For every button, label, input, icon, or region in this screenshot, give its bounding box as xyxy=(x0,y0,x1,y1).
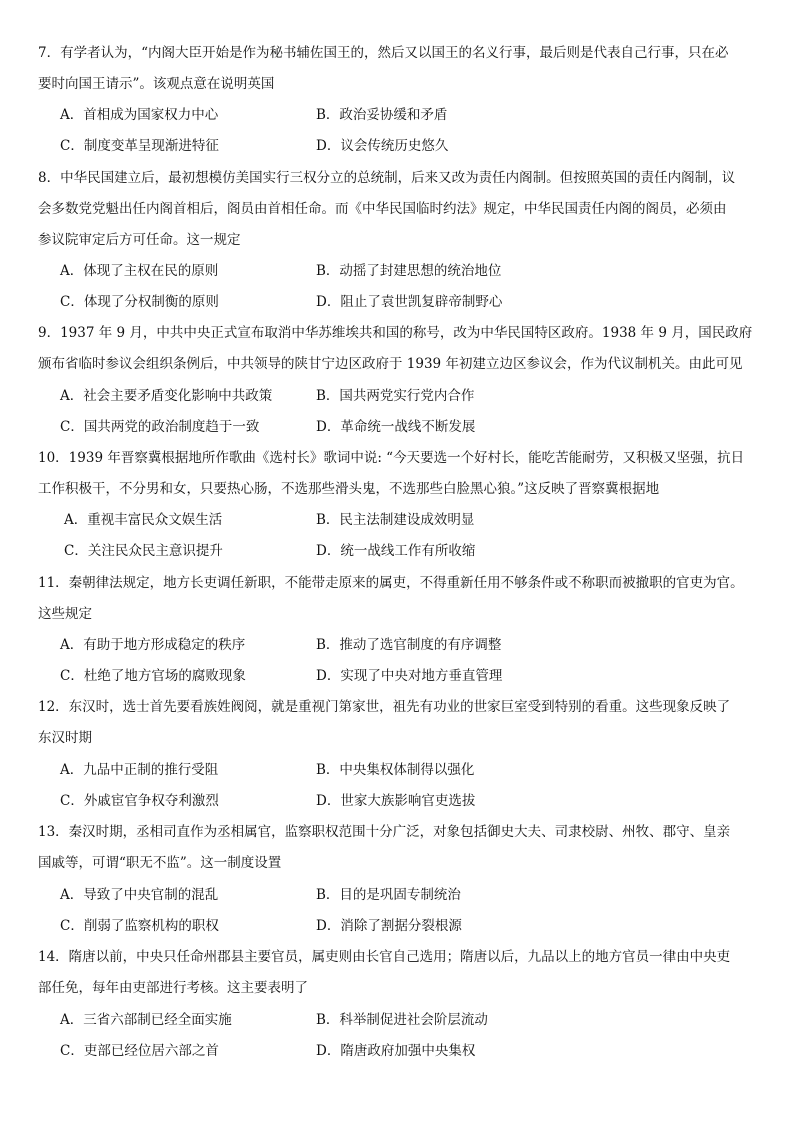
question-stem-line: 11．秦朝律法规定，地方长吏调任新职，不能带走原来的属吏，不得重新任用不够条件或不称职而被撤职的官吏为官。 xyxy=(38,575,744,591)
question-stem-line: 部任免，每年由吏部进行考核。这主要表明了 xyxy=(38,980,308,996)
option-a: A．体现了主权在民的原则 xyxy=(60,263,219,279)
option-d: D．世家大族影响官吏选拔 xyxy=(316,793,476,809)
option-c: C．外戚宦官争权夺利激烈 xyxy=(60,793,219,809)
option-d: D．议会传统历史悠久 xyxy=(316,138,449,154)
option-a: A．导致了中央官制的混乱 xyxy=(60,887,219,903)
question-stem-line: 10．1939 年晋察冀根据地所作歌曲《选村长》歌词中说: “今天要选一个好村长，能吃苦能耐劳，又积极又坚强，抗日 xyxy=(38,450,745,466)
option-c: C．削弱了监察机构的职权 xyxy=(60,918,219,934)
question-stem-line: 东汉时期 xyxy=(38,730,92,746)
option-c: C．关注民众民主意识提升 xyxy=(64,543,223,559)
option-b: B．国共两党实行党内合作 xyxy=(316,388,475,404)
question-stem-line: 13．秦汉时期，丞相司直作为丞相属官，监察职权范围十分广泛，对象包括御史大夫、司隶校尉、州牧、郡守、皇亲 xyxy=(38,824,731,840)
option-b: B．目的是巩固专制统治 xyxy=(316,887,461,903)
question-stem-line: 12．东汉时，选士首先要看族姓阀阅，就是重视门第家世，祖先有功业的世家巨室受到特别的看重。这些现象反映了 xyxy=(38,699,731,715)
question-stem-line: 7．有学者认为，“内阁大臣开始是作为秘书辅佐国王的，然后又以国王的名义行事，最后则是代表自己行事，只在必 xyxy=(38,45,729,61)
question-stem-line: 参议院审定后方可任命。这一规定 xyxy=(38,232,241,248)
option-a: A．九品中正制的推行受阻 xyxy=(60,762,219,778)
question-stem-line: 国戚等，可谓“职无不监”。这一制度设置 xyxy=(38,855,282,871)
option-d: D．消除了割据分裂根源 xyxy=(316,918,462,934)
option-c: C．国共两党的政治制度趋于一致 xyxy=(60,419,260,435)
option-b: B．科举制促进社会阶层流动 xyxy=(316,1012,488,1028)
question-stem-line: 14．隋唐以前，中央只任命州郡县主要官员，属吏则由长官自己选用；隋唐以后，九品以上的地方官员一律由中央吏 xyxy=(38,949,731,965)
option-b: B．推动了选官制度的有序调整 xyxy=(316,637,502,653)
option-d: D．实现了中央对地方垂直管理 xyxy=(316,668,503,684)
option-a: A．有助于地方形成稳定的秩序 xyxy=(60,637,246,653)
option-b: B．动摇了封建思想的统治地位 xyxy=(316,263,502,279)
question-stem-line: 这些规定 xyxy=(38,606,92,622)
option-c: C．杜绝了地方官场的腐败现象 xyxy=(60,668,246,684)
question-stem-line: 8．中华民国建立后，最初想模仿美国实行三权分立的总统制，后来又改为责任内阁制。但按照英国的责任内阁制，议 xyxy=(38,170,736,186)
option-c: C．体现了分权制衡的原则 xyxy=(60,294,219,310)
option-c: C．吏部已经位居六部之首 xyxy=(60,1043,219,1059)
option-d: D．阻止了袁世凯复辟帝制野心 xyxy=(316,294,503,310)
option-d: D．隋唐政府加强中央集权 xyxy=(316,1043,476,1059)
question-stem-line: 要时向国王请示”。该观点意在说明英国 xyxy=(38,76,275,92)
option-a: A．首相成为国家权力中心 xyxy=(60,107,219,123)
question-stem-line: 9．1937 年 9 月，中共中央正式宣布取消中华苏维埃共和国的称号，改为中华民国特区政府。1938 年 9 月，国民政府 xyxy=(38,325,753,341)
option-a: A．三省六部制已经全面实施 xyxy=(60,1012,232,1028)
question-stem-line: 工作积极干，不分男和女，只要热心肠，不选那些滑头鬼，不选那些白脸黑心狼。”这反映了晋察冀根据地 xyxy=(38,481,660,497)
option-b: B．中央集权体制得以强化 xyxy=(316,762,475,778)
option-b: B．政治妥协缓和矛盾 xyxy=(316,107,448,123)
question-stem-line: 颁布省临时参议会组织条例后，中共领导的陕甘宁边区政府于 1939 年初建立边区参议会，作为代议制机关。由此可见 xyxy=(38,356,743,372)
option-b: B．民主法制建设成效明显 xyxy=(316,512,475,528)
option-d: D．统一战线工作有所收缩 xyxy=(316,543,476,559)
option-d: D．革命统一战线不断发展 xyxy=(316,419,476,435)
option-a: A．社会主要矛盾变化影响中共政策 xyxy=(60,388,273,404)
option-a: A．重视丰富民众文娱生活 xyxy=(64,512,223,528)
option-c: C．制度变革呈现渐进特征 xyxy=(60,138,219,154)
question-stem-line: 会多数党党魁出任内阁首相后，阁员由首相任命。而《中华民国临时约法》规定，中华民国责任内阁的阁员，必须由 xyxy=(38,201,727,217)
